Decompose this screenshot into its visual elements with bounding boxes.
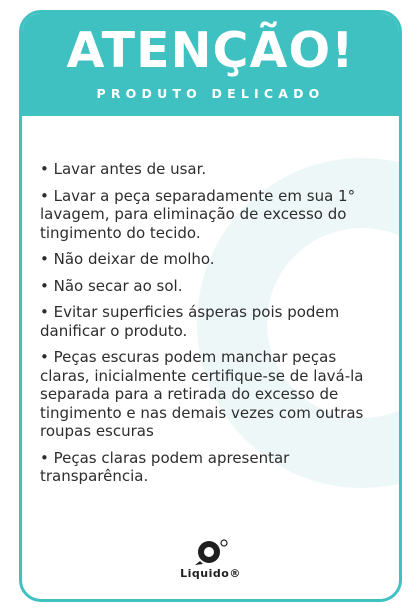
- care-instructions-list: [40, 160, 390, 494]
- instruction-item: • Peças claras podem apresentar transparência.: [40, 449, 390, 486]
- brand-name: Liquido®: [180, 567, 241, 580]
- liquido-q-logo-icon: [191, 537, 231, 567]
- instruction-item: • Lavar antes de usar.: [40, 160, 390, 179]
- instruction-item: • Lavar a peça separadamente em sua 1° lavagem, para eliminação de excesso do tingimento do tecido.: [40, 187, 390, 243]
- title: ATENÇÃO!: [66, 22, 355, 79]
- instruction-item: • Peças escuras podem manchar peças claras, inicialmente certifique-se de lavá-la separada para a retirada do excesso de tingimento e nas demais vezes com outras roupas escuras: [40, 348, 390, 441]
- subtitle: PRODUTO DELICADO: [96, 86, 325, 101]
- instruction-item: • Não deixar de molho.: [40, 250, 390, 269]
- instruction-item: • Não secar ao sol.: [40, 277, 390, 296]
- instruction-item: • Evitar superficies ásperas pois podem danificar o produto.: [40, 303, 390, 340]
- brand-logo: [22, 537, 399, 597]
- care-label-card: [19, 10, 402, 602]
- header-banner: [22, 13, 399, 116]
